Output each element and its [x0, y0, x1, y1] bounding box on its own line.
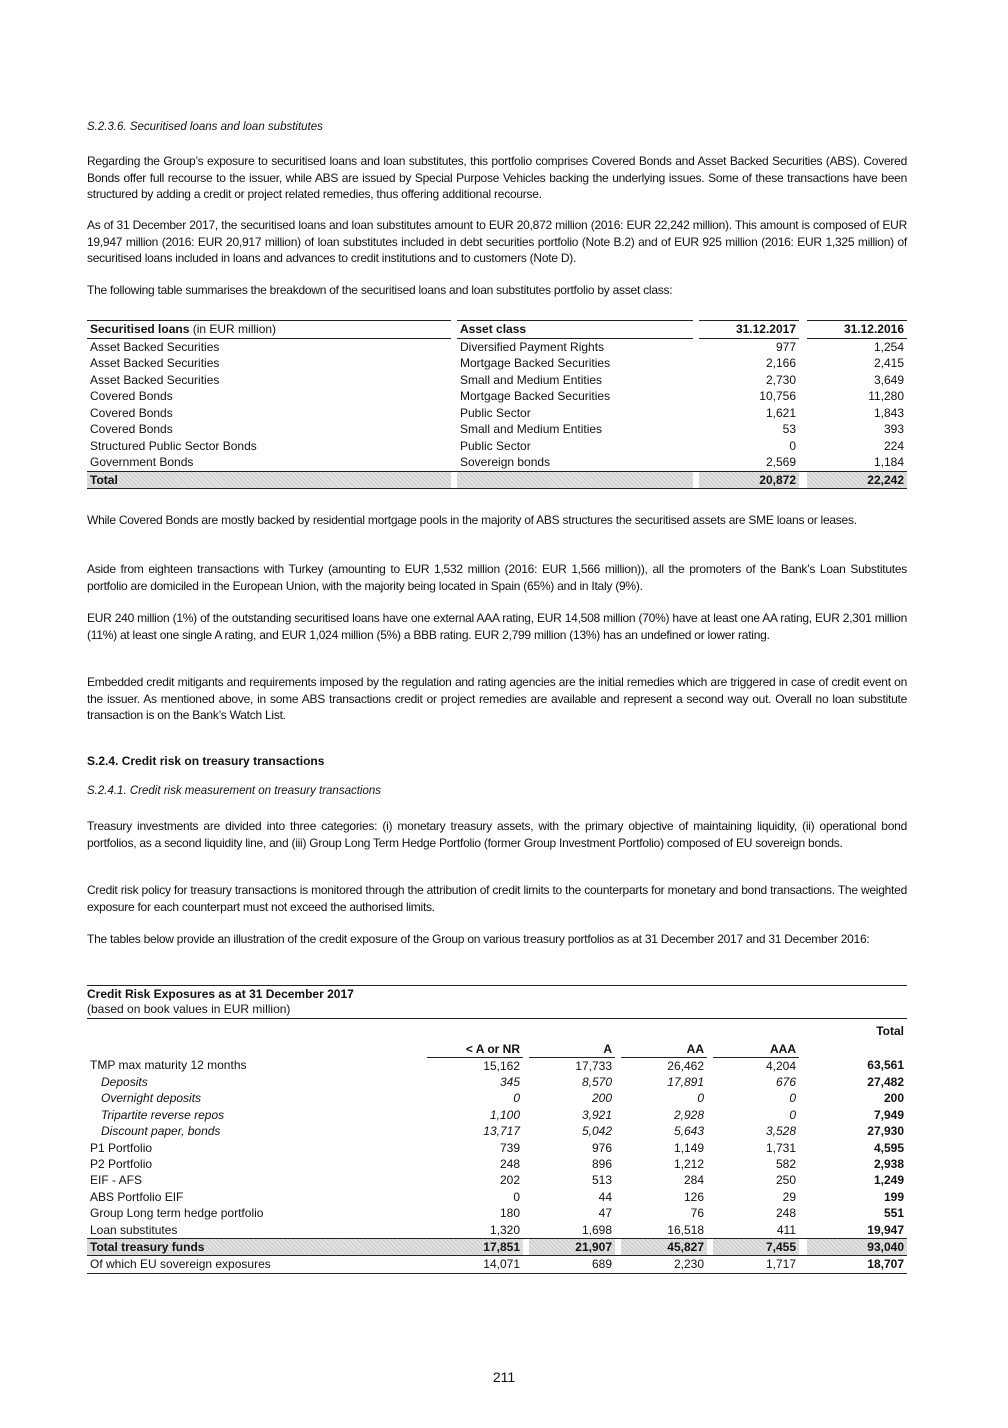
cell-2016: 2,415: [873, 356, 904, 371]
column-header-below-a: < A or NR: [427, 1019, 523, 1058]
column-header-2016: 31.12.2016: [807, 321, 907, 339]
cell-aa: 26,462: [667, 1058, 704, 1073]
table-row: [87, 1057, 907, 1074]
table-row: [87, 1074, 907, 1090]
cell-type: Structured Public Sector Bonds: [90, 438, 257, 453]
cell-asset-class: Small and Medium Entities: [460, 372, 603, 387]
row-label: Total treasury funds: [87, 1238, 427, 1255]
cell-a: 47: [598, 1206, 612, 1221]
cell-aa: 76: [690, 1206, 704, 1221]
cell-2016: 1,254: [873, 339, 904, 354]
row-label: Of which EU sovereign exposures: [87, 1256, 427, 1273]
table-row: [87, 372, 907, 389]
row-label: Deposits: [101, 1075, 148, 1090]
credit-risk-table-title: [87, 985, 907, 1017]
cell-a: 5,042: [581, 1124, 612, 1139]
cell-aa: 17,891: [667, 1075, 704, 1090]
paragraph: Treasury investments are divided into three categories: (i) monetary treasury assets, with the primary objective of maintaining liquidity, (ii) operational bond portfolios, as a second liquidity line, and (iii) Group Long Term Hedge Portfolio (former Group Investment Portfolio) composed of EU sovereign bonds.: [87, 819, 907, 850]
row-label: ABS Portfolio EIF: [90, 1189, 184, 1204]
cell-aa: 126: [683, 1189, 704, 1204]
cell-below-a: 180: [499, 1206, 520, 1221]
row-label: Loan substitutes: [90, 1222, 178, 1237]
cell-aaa: 676: [775, 1075, 796, 1090]
row-label: TMP max maturity 12 months: [90, 1058, 247, 1073]
cell-aa: 1,149: [673, 1140, 704, 1155]
row-label: Discount paper, bonds: [101, 1124, 221, 1139]
table-header-row: [87, 321, 907, 339]
table-row: [87, 1205, 907, 1221]
cell-below-a: 17,851: [427, 1238, 523, 1255]
cell-a: 896: [591, 1157, 612, 1172]
cell-total: 63,561: [867, 1058, 904, 1073]
table-row: [87, 1156, 907, 1172]
cell-below-a: 13,717: [483, 1124, 520, 1139]
cell-a: 44: [598, 1189, 612, 1204]
cell-type: Covered Bonds: [90, 422, 173, 437]
cell-asset-class: Small and Medium Entities: [460, 422, 603, 437]
paragraph: Regarding the Group’s exposure to securitised loans and loan substitutes, this portfolio comprises Covered Bonds and Asset Backed Securities (ABS). Covered Bonds offer full recourse to the issuer, while ABS are issued by Special Purpose Vehicles backing the underlying issues. Some of these transactions have been structured by adding a credit or project related remedies, thus offering additional recourse.: [87, 154, 907, 201]
table-row: [87, 1189, 907, 1205]
column-header-securitised-loans: Securitised loans (in EUR million): [87, 321, 451, 339]
cell-aaa: 7,455: [713, 1238, 799, 1255]
cell-total: 18,707: [807, 1256, 907, 1273]
cell-type: Asset Backed Securities: [90, 372, 220, 387]
cell-total: 2,938: [873, 1157, 904, 1172]
cell-2017: 2,730: [765, 372, 796, 387]
cell-a: 21,907: [529, 1238, 615, 1255]
cell-below-a: 739: [499, 1140, 520, 1155]
cell-aaa: 1,717: [713, 1256, 799, 1273]
cell-total: 93,040: [807, 1238, 907, 1255]
row-label: Overnight deposits: [101, 1091, 202, 1106]
cell-2016: 3,649: [873, 372, 904, 387]
column-header-asset-class: Asset class: [457, 321, 693, 339]
table-subtitle: (based on book values in EUR million): [87, 1002, 291, 1016]
paragraph: As of 31 December 2017, the securitised loans and loan substitutes amount to EUR 20,872 million (2016: EUR 22,242 million). This amount is composed of EUR 19,947 million (2016: EUR 20,917 million) of loan substitutes included in debt securities portfolio (Note B.2) and of EUR 925 million (2016: EUR 1,325 million) of securitised loans included in loans and advances to credit institutions and to customers (Note D).: [87, 218, 907, 265]
cell-total: 19,947: [867, 1222, 904, 1237]
credit-risk-exposures-table: [87, 1018, 907, 1274]
cell-total: 1,249: [873, 1173, 904, 1188]
row-label: P2 Portfolio: [90, 1157, 153, 1172]
cell-2017: 10,756: [759, 389, 796, 404]
cell-2016: 1,843: [873, 405, 904, 420]
cell-2017: 2,569: [765, 455, 796, 470]
cell-below-a: 14,071: [427, 1256, 523, 1273]
paragraph: While Covered Bonds are mostly backed by residential mortgage pools in the majority of ABS structures the securitised assets are SME loans or leases.: [87, 513, 857, 527]
cell-type: Covered Bonds: [90, 405, 173, 420]
table-row: [87, 1172, 907, 1188]
paragraph: Aside from eighteen transactions with Turkey (amounting to EUR 1,532 million (2016: EUR 1,566 million)), all the promoters of the Bank’s Loan Substitutes portfolio are domiciled in the European Union, with the majority being located in Spain (65%) and in Italy (9%).: [87, 562, 907, 593]
cell-below-a: 345: [499, 1075, 520, 1090]
paragraph: Embedded credit mitigants and requirements imposed by the regulation and rating agencies are the initial remedies which are triggered in case of credit event on the issuer. As mentioned above, in some ABS transactions credit or project remedies are available and represent a second way out. Overall no loan substitute transaction is on the Bank’s Watch List.: [87, 675, 907, 722]
cell-2017: 2,166: [765, 356, 796, 371]
cell-2017: 53: [782, 422, 796, 437]
cell-below-a: 0: [513, 1091, 520, 1106]
table-row: [87, 1090, 907, 1106]
row-label: EIF - AFS: [90, 1173, 143, 1188]
cell-below-a: 0: [513, 1189, 520, 1204]
page-number: 211: [492, 1369, 516, 1385]
row-label: Tripartite reverse repos: [101, 1107, 225, 1122]
table-row: [87, 405, 907, 422]
table-row: [87, 438, 907, 455]
paragraph: The following table summarises the breakdown of the securitised loans and loan substitutes portfolio by asset class:: [87, 283, 673, 297]
cell-type: Covered Bonds: [90, 389, 173, 404]
cell-below-a: 1,320: [489, 1222, 520, 1237]
cell-asset-class: Mortgage Backed Securities: [460, 389, 611, 404]
cell-total: 27,930: [867, 1124, 904, 1139]
cell-aa: 0: [697, 1091, 704, 1106]
table-row: [87, 454, 907, 471]
row-label: P1 Portfolio: [90, 1140, 153, 1155]
table-row: [87, 421, 907, 438]
section-heading-s241: S.2.4.1. Credit risk measurement on treasury transactions: [87, 785, 382, 797]
cell-a: 17,733: [575, 1058, 612, 1073]
table-row: [87, 1107, 907, 1123]
cell-total: 4,595: [873, 1140, 904, 1155]
table-header-row: [87, 1019, 907, 1058]
section-heading-s24: S.2.4. Credit risk on treasury transactions: [87, 754, 325, 768]
total-2016: 22,242: [807, 471, 907, 489]
cell-aa: 45,827: [621, 1238, 707, 1255]
cell-2016: 224: [883, 438, 904, 453]
cell-total: 551: [883, 1206, 904, 1221]
cell-2017: 1,621: [765, 405, 796, 420]
cell-a: 3,921: [581, 1107, 612, 1122]
cell-type: Asset Backed Securities: [90, 356, 220, 371]
cell-aaa: 250: [775, 1173, 796, 1188]
cell-a: 1,698: [581, 1222, 612, 1237]
cell-aaa: 248: [775, 1206, 796, 1221]
cell-aa: 284: [683, 1173, 704, 1188]
cell-asset-class: Sovereign bonds: [460, 455, 551, 470]
cell-aaa: 0: [789, 1107, 796, 1122]
cell-a: 976: [591, 1140, 612, 1155]
table-row: [87, 1221, 907, 1238]
cell-type: Asset Backed Securities: [90, 339, 220, 354]
cell-total: 199: [883, 1189, 904, 1204]
cell-a: 513: [591, 1173, 612, 1188]
cell-a: 200: [591, 1091, 612, 1106]
cell-type: Government Bonds: [90, 455, 194, 470]
cell-2016: 393: [883, 422, 904, 437]
cell-below-a: 202: [499, 1173, 520, 1188]
paragraph: EUR 240 million (1%) of the outstanding securitised loans have one external AAA rating, EUR 14,508 million (70%) have at least one AA rating, EUR 2,301 million (11%) at least one single A rating, and EUR 1,024 million (5%) a BBB rating. EUR 2,799 million (13%) has an undefined or lower rating.: [87, 611, 907, 642]
cell-aaa: 1,731: [765, 1140, 796, 1155]
table-row: [87, 1139, 907, 1155]
cell-below-a: 15,162: [483, 1058, 520, 1073]
cell-aa: 16,518: [667, 1222, 704, 1237]
cell-aa: 5,643: [673, 1124, 704, 1139]
total-2017: 20,872: [699, 471, 799, 489]
column-header-2017: 31.12.2017: [699, 321, 799, 339]
cell-2016: 11,280: [868, 389, 904, 404]
cell-a: 689: [529, 1256, 615, 1273]
cell-total: 200: [883, 1091, 904, 1106]
table-title: Credit Risk Exposures as at 31 December 2017: [87, 987, 354, 1001]
cell-aaa: 582: [775, 1157, 796, 1172]
cell-asset-class: Mortgage Backed Securities: [460, 356, 611, 371]
securitised-loans-table: [87, 320, 907, 489]
cell-aaa: 3,528: [765, 1124, 796, 1139]
column-header-aaa: AAA: [713, 1019, 799, 1058]
table-total-row: [87, 1238, 907, 1255]
cell-2016: 1,184: [873, 455, 904, 470]
table-total-row: [87, 471, 907, 489]
paragraph: Credit risk policy for treasury transactions is monitored through the attribution of credit limits to the counterparts for monetary and bond transactions. The weighted exposure for each counterpart must not exceed the authorised limits.: [87, 883, 907, 914]
cell-aaa: 0: [789, 1091, 796, 1106]
cell-asset-class: Public Sector: [460, 405, 531, 420]
cell-total: 7,949: [873, 1107, 904, 1122]
cell-aa: 2,230: [621, 1256, 707, 1273]
cell-total: 27,482: [867, 1075, 904, 1090]
paragraph: The tables below provide an illustration of the credit exposure of the Group on various treasury portfolios as at 31 December 2017 and 31 December 2016:: [87, 932, 870, 946]
row-label: Group Long term hedge portfolio: [90, 1206, 264, 1221]
cell-aa: 1,212: [673, 1157, 704, 1172]
column-header-aa: AA: [621, 1019, 707, 1058]
cell-aa: 2,928: [673, 1107, 704, 1122]
cell-asset-class: Public Sector: [460, 438, 531, 453]
cell-aaa: 411: [776, 1222, 796, 1237]
cell-below-a: 1,100: [489, 1107, 520, 1122]
table-row: [87, 1123, 907, 1139]
column-header-a: A: [529, 1019, 615, 1058]
section-heading-s236: S.2.3.6. Securitised loans and loan substitutes: [87, 121, 323, 133]
table-row: [87, 355, 907, 372]
column-header-total: Total: [876, 1024, 904, 1038]
table-row: [87, 388, 907, 405]
cell-a: 8,570: [581, 1075, 612, 1090]
cell-2017: 977: [775, 339, 796, 354]
total-label: Total: [87, 471, 451, 489]
cell-below-a: 248: [499, 1157, 520, 1172]
cell-2017: 0: [789, 438, 796, 453]
table-row-eu-sovereign: [87, 1256, 907, 1273]
table-row: [87, 338, 907, 355]
cell-aaa: 29: [782, 1189, 796, 1204]
cell-aaa: 4,204: [765, 1058, 796, 1073]
cell-asset-class: Diversified Payment Rights: [460, 339, 605, 354]
